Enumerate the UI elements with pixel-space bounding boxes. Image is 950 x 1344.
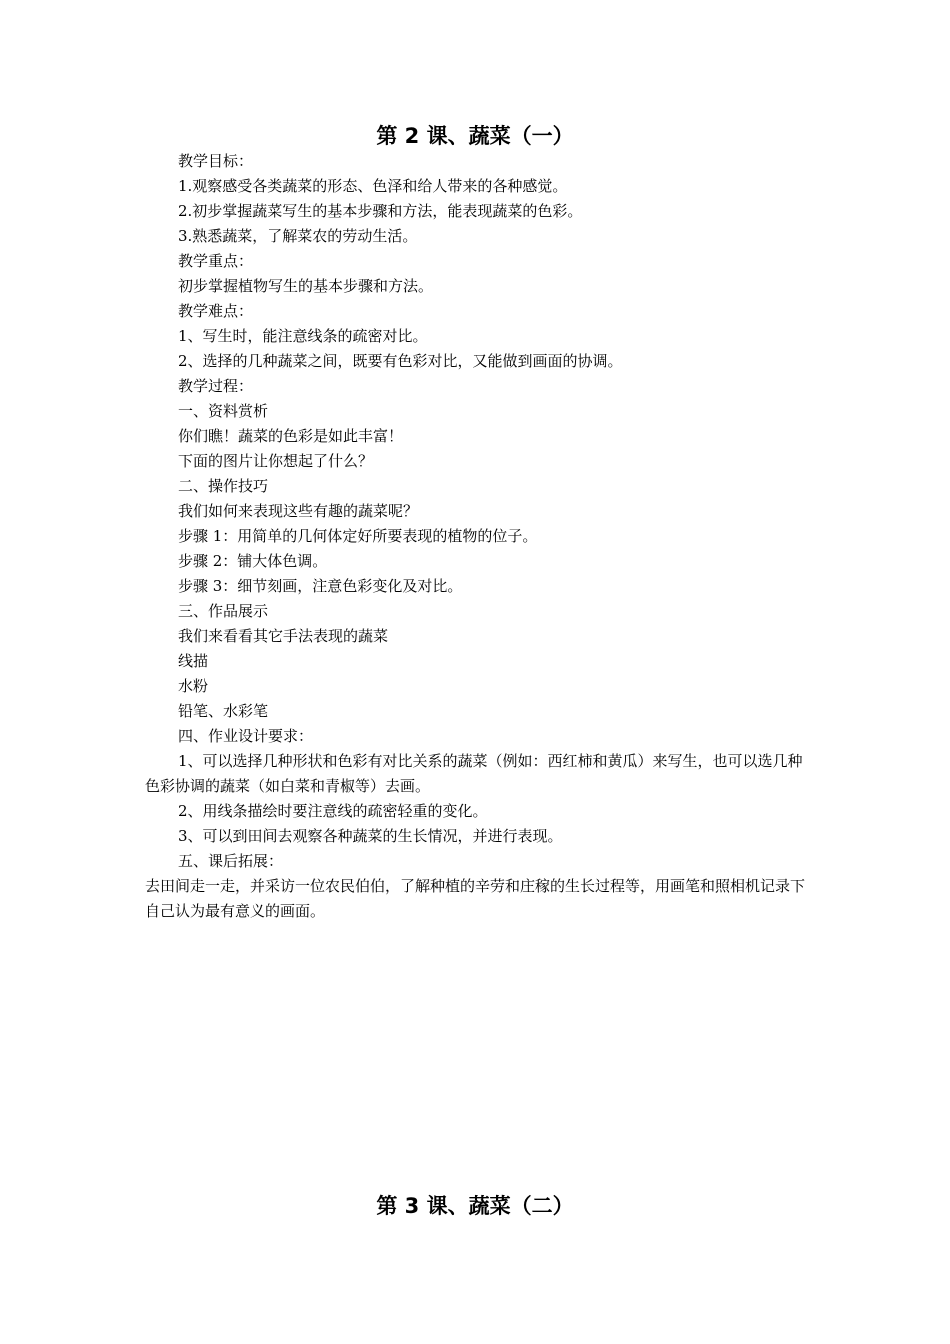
technique-pencil-watercolor: 铅笔、水彩笔 [178,702,269,720]
difficulty-item-1: 1、写生时，能注意线条的疏密对比。 [178,327,428,345]
extension-text: 去田间走一走，并采访一位农民伯伯，了解种植的辛劳和庄稼的生长过程等，用画笔和照相机记录下自己认为最有意义的画面。 [145,877,806,920]
lesson-3-title: 第 3 课、蔬菜（二） [376,1194,574,1218]
step-2: 步骤 2：铺大体色调。 [178,552,328,570]
goal-item-2: 2.初步掌握蔬菜写生的基本步骤和方法，能表现蔬菜的色彩。 [178,202,583,220]
goal-item-3: 3.熟悉蔬菜，了解菜农的劳动生活。 [178,227,418,245]
technique-line-drawing: 线描 [178,652,209,670]
key-point-text: 初步掌握植物写生的基本步骤和方法。 [178,277,434,295]
homework-item-2: 2、用线条描绘时要注意线的疏密轻重的变化。 [178,802,488,820]
step-3: 步骤 3：细节刻画，注意色彩变化及对比。 [178,577,463,595]
section-1-line-1: 你们瞧！蔬菜的色彩是如此丰富！ [178,427,404,445]
homework-item-1: 1、可以选择几种形状和色彩有对比关系的蔬菜（例如：西红柿和黄瓜）来写生，也可以选几种色彩协调的蔬菜（如白菜和青椒等）去画。 [145,752,803,795]
section-3-line-1: 我们来看看其它手法表现的蔬菜 [178,627,389,645]
heading-key-points: 教学重点： [178,252,254,270]
homework-item-3: 3、可以到田间去观察各种蔬菜的生长情况，并进行表现。 [178,827,563,845]
goal-item-1: 1.观察感受各类蔬菜的形态、色泽和给人带来的各种感觉。 [178,177,568,195]
heading-teaching-process: 教学过程： [178,377,254,395]
heading-teaching-goals: 教学目标： [178,152,254,170]
section-2-heading: 二、操作技巧 [178,477,269,495]
section-2-line-1: 我们如何来表现这些有趣的蔬菜呢？ [178,502,419,520]
section-4-heading: 四、作业设计要求： [178,727,314,745]
lesson-2-title: 第 2 课、蔬菜（一） [376,124,574,148]
lesson-2-body [145,149,810,924]
section-5-heading: 五、课后拓展： [178,852,284,870]
section-1-heading: 一、资料赏析 [178,402,269,420]
section-3-heading: 三、作品展示 [178,602,269,620]
step-1: 步骤 1：用简单的几何体定好所要表现的植物的位子。 [178,527,538,545]
section-1-line-2: 下面的图片让你想起了什么？ [178,452,374,470]
difficulty-item-2: 2、选择的几种蔬菜之间，既要有色彩对比，又能做到画面的协调。 [178,352,623,370]
technique-gouache: 水粉 [178,677,209,695]
heading-difficulties: 教学难点： [178,302,254,320]
